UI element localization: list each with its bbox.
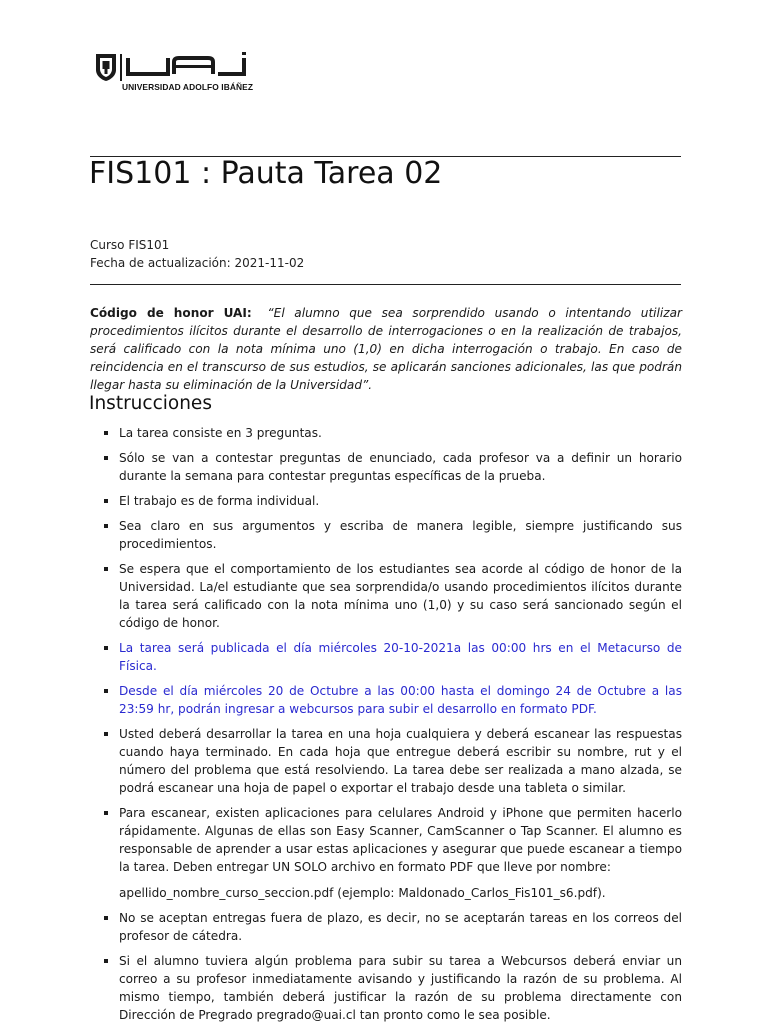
meta-rule [90, 284, 681, 285]
list-item-text: Desde el día miércoles 20 de Octubre a las 00:00 hasta el domingo 24 de Octubre a las 23:59 hr, podrán ingresar a webcursos para subir el desarrollo en formato PDF. [119, 684, 682, 716]
logo-caption: UNIVERSIDAD ADOLFO IBÁÑEZ [122, 82, 254, 92]
list-item-text: La tarea será publicada el día miércoles 20-10-2021a las 00:00 hrs en el Metacurso de Física. [119, 641, 682, 673]
list-item-text: Se espera que el comportamiento de los estudiantes sea acorde al código de honor de la Universidad. La/el estudiante que sea sorprendida/o usando procedimientos ilícitos durante la tarea será calificado con la nota mínima uno (1,0) y su caso será sancionado según el código de honor. [119, 562, 682, 630]
bullet-icon [104, 689, 108, 693]
list-item-text: Usted deberá desarrollar la tarea en una hoja cualquiera y deberá escanear las respuestas cuando haya terminado. En cada hoja que entregue deberá escribir su nombre, rut y el número del problema que está resolviendo. La tarea debe ser realizada a mano alzada, se podrá escanear una hoja de papel o exportar el trabajo desde una tableta o similar. [119, 727, 682, 795]
instructions-heading: Instrucciones [89, 393, 212, 414]
list-item-text: La tarea consiste en 3 preguntas. [119, 426, 322, 440]
bullet-icon [104, 916, 108, 920]
list-item-text: Sólo se van a contestar preguntas de enunciado, cada profesor va a definir un horario durante la semana para contestar preguntas específicas de la prueba. [119, 451, 682, 483]
bullet-icon [104, 567, 108, 571]
list-item-text: Sea claro en sus argumentos y escriba de manera legible, siempre justificando sus procedimientos. [119, 519, 682, 551]
uai-crest-icon [92, 52, 272, 82]
list-item [90, 725, 682, 797]
bullet-icon [104, 431, 108, 435]
course-label: Curso FIS101 [90, 238, 170, 252]
honor-code [90, 304, 682, 394]
instructions-list [90, 424, 682, 1031]
list-item [90, 804, 682, 902]
list-item [90, 492, 682, 510]
list-item-highlighted [90, 639, 682, 675]
bullet-icon [104, 732, 108, 736]
updated-date: Fecha de actualización: 2021-11-02 [90, 256, 305, 270]
list-item [90, 909, 682, 945]
bullet-icon [104, 811, 108, 815]
page-title: FIS101 : Pauta Tarea 02 [89, 156, 443, 191]
honor-code-text: “El alumno que sea sorprendido usando o intentando utilizar procedimientos ilícitos durante el desarrollo de interrogaciones o en la realización de trabajos, será calificado con la nota mínima uno (1,0) en dicha interrogación o trabajo. En caso de reincidencia en el transcurso de sus estudios, se aplicarán sanciones adicionales, las que podrán llegar hasta su eliminación de la Universidad”. [90, 306, 682, 392]
honor-code-label: Código de honor UAI: [90, 306, 252, 320]
bullet-icon [104, 456, 108, 460]
bullet-icon [104, 959, 108, 963]
file-name-example: apellido_nombre_curso_seccion.pdf (ejemplo: Maldonado_Carlos_Fis101_s6.pdf). [119, 886, 606, 900]
list-item-text: No se aceptan entregas fuera de plazo, es decir, no se aceptarán tareas en los correos del profesor de cátedra. [119, 911, 682, 943]
list-item-text: Para escanear, existen aplicaciones para celulares Android y iPhone que permiten hacerlo rápidamente. Algunas de ellas son Easy Scanner, CamScanner o Tap Scanner. El alumno es responsable de aprender a usar estas aplicaciones y asegurar que puede escanear a tiempo la tarea. Deben entregar UN SOLO archivo en formato PDF que lleve por nombre: [119, 806, 682, 874]
list-item [90, 952, 682, 1024]
bullet-icon [104, 499, 108, 503]
list-item [90, 560, 682, 632]
list-item-text: El trabajo es de forma individual. [119, 494, 320, 508]
bullet-icon [104, 524, 108, 528]
list-item [90, 517, 682, 553]
list-item-text: Si el alumno tuviera algún problema para subir su tarea a Webcursos deberá enviar un correo a su profesor inmediatamente avisando y justificando la razón de su problema. Al mismo tiempo, también deberá justificar la razón de su problema directamente con Dirección de Pregrado pregrado@uai.cl tan pronto como le sea posible. [119, 954, 682, 1022]
list-item [90, 424, 682, 442]
list-item-highlighted [90, 682, 682, 718]
bullet-icon [104, 646, 108, 650]
list-item [90, 449, 682, 485]
uai-logo [92, 52, 272, 98]
